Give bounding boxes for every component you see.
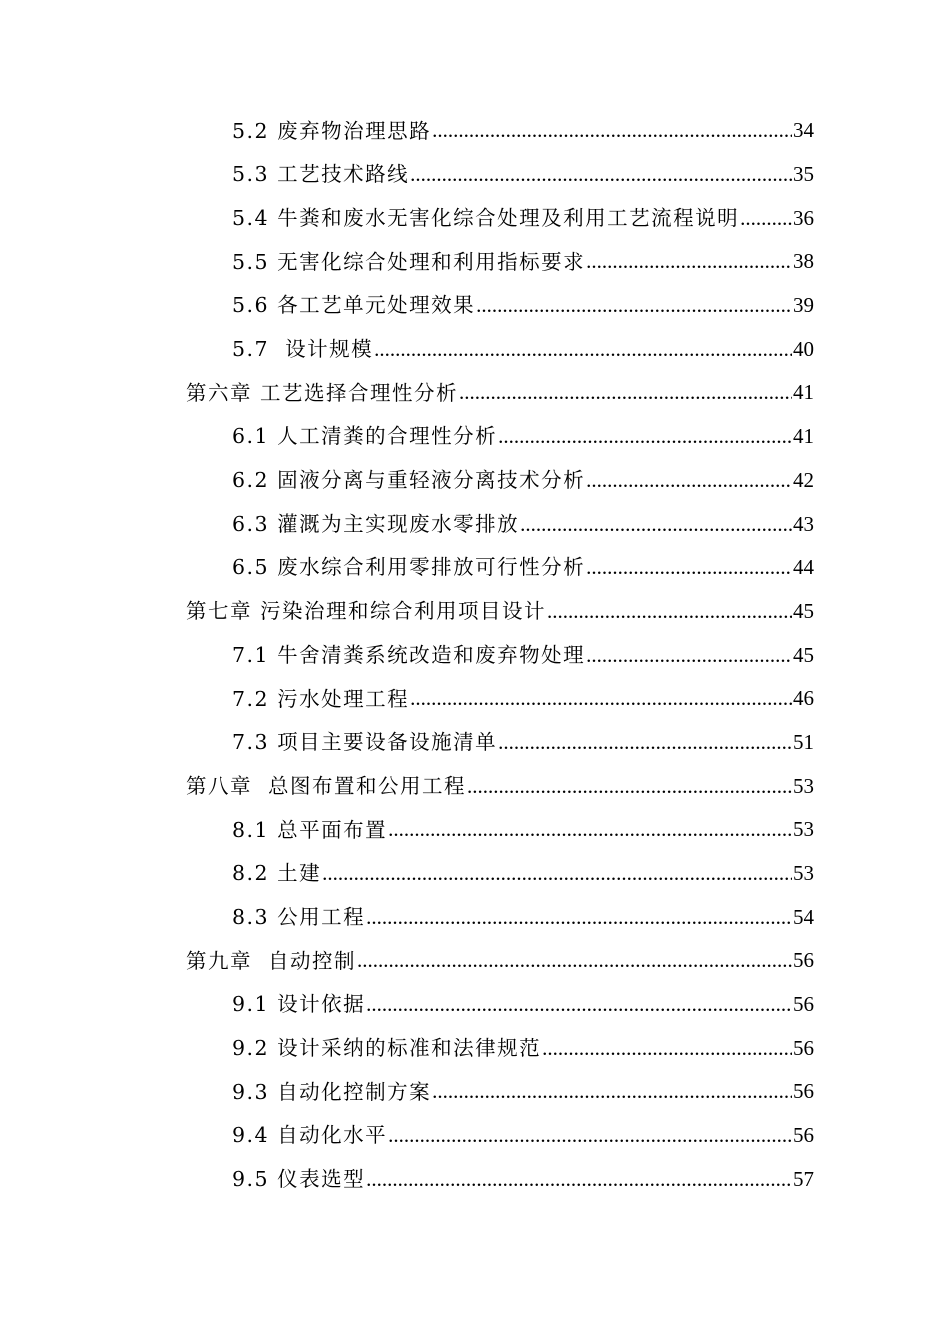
- toc-page-number: 56: [793, 992, 814, 1017]
- toc-entry[interactable]: [0, 1114, 950, 1158]
- toc-page-number: 53: [793, 773, 814, 798]
- toc-entry-title: 7.3 项目主要设备设施清单: [232, 730, 498, 755]
- toc-entry[interactable]: [0, 852, 950, 896]
- toc-dot-leader: [410, 688, 792, 709]
- toc-entry[interactable]: [0, 546, 950, 590]
- toc-dot-leader: [476, 295, 792, 316]
- toc-page-number: 36: [793, 205, 814, 230]
- toc-entry[interactable]: [0, 1026, 950, 1070]
- toc-dot-leader: [374, 339, 792, 360]
- toc-entry[interactable]: [0, 196, 950, 240]
- toc-entry[interactable]: [0, 633, 950, 677]
- toc-dot-leader: [432, 1081, 792, 1102]
- toc-dot-leader: [586, 645, 792, 666]
- toc-page-number: 41: [793, 424, 814, 449]
- toc-dot-leader: [586, 557, 792, 578]
- toc-dot-leader: [740, 208, 792, 229]
- toc-dot-leader: [410, 164, 792, 185]
- toc-entry-title: 6.2 固液分离与重轻液分离技术分析: [232, 468, 586, 493]
- toc-page-number: 51: [793, 729, 814, 754]
- toc-page-number: 45: [793, 642, 814, 667]
- toc-entry-title: 6.1 人工清粪的合理性分析: [232, 424, 498, 449]
- toc-entry-title: 9.1 设计依据: [232, 992, 366, 1017]
- toc-entry-title: 8.1 总平面布置: [232, 817, 388, 842]
- toc-dot-leader: [357, 950, 792, 971]
- toc-entry[interactable]: [0, 240, 950, 284]
- toc-dot-leader: [432, 120, 792, 141]
- toc-dot-leader: [547, 601, 792, 622]
- toc-entry-title: 9.4 自动化水平: [232, 1123, 388, 1148]
- toc-entry[interactable]: [0, 284, 950, 328]
- toc-page-number: 38: [793, 249, 814, 274]
- toc-chapter-entry[interactable]: [0, 939, 950, 983]
- toc-entry-title: 6.5 废水综合利用零排放可行性分析: [232, 555, 586, 580]
- toc-dot-leader: [586, 251, 792, 272]
- toc-entry-title: 9.2 设计采纳的标准和法律规范: [232, 1036, 542, 1061]
- toc-entry[interactable]: [0, 327, 950, 371]
- toc-page-number: 45: [793, 598, 814, 623]
- toc-dot-leader: [366, 994, 792, 1015]
- toc-entry[interactable]: [0, 677, 950, 721]
- toc-page-number: 53: [793, 861, 814, 886]
- toc-page-number: 54: [793, 904, 814, 929]
- toc-dot-leader: [366, 907, 792, 928]
- toc-entry[interactable]: [0, 502, 950, 546]
- toc-chapter-title: 第七章 污染治理和综合利用项目设计: [186, 599, 547, 624]
- toc-page-number: 41: [793, 380, 814, 405]
- toc-dot-leader: [459, 382, 792, 403]
- toc-chapter-title: 第六章 工艺选择合理性分析: [186, 380, 459, 405]
- toc-page-number: 42: [793, 467, 814, 492]
- toc-entry-title: 6.3 灌溉为主实现废水零排放: [232, 511, 520, 536]
- toc-entry[interactable]: [0, 459, 950, 503]
- toc-page-number: 56: [793, 1123, 814, 1148]
- toc-dot-leader: [388, 819, 792, 840]
- toc-chapter-entry[interactable]: [0, 764, 950, 808]
- toc-page-number: 56: [793, 1079, 814, 1104]
- toc-page-number: 57: [793, 1166, 814, 1191]
- toc-chapter-title: 第八章 总图布置和公用工程: [186, 773, 467, 798]
- toc-dot-leader: [467, 776, 792, 797]
- toc-page-number: 43: [793, 511, 814, 536]
- toc-dot-leader: [498, 732, 792, 753]
- toc-entry-title: 8.3 公用工程: [232, 904, 366, 929]
- toc-entry[interactable]: [0, 721, 950, 765]
- toc-page-number: 53: [793, 817, 814, 842]
- toc-dot-leader: [542, 1038, 792, 1059]
- toc-dot-leader: [520, 514, 792, 535]
- toc-dot-leader: [498, 426, 792, 447]
- toc-entry[interactable]: [0, 415, 950, 459]
- toc-chapter-entry[interactable]: [0, 371, 950, 415]
- toc-entry-title: 5.4 牛粪和废水无害化综合处理及利用工艺流程说明: [232, 205, 740, 230]
- toc-chapter-entry[interactable]: [0, 590, 950, 634]
- toc-entry-title: 9.5 仪表选型: [232, 1167, 366, 1192]
- toc-entry-title: 5.7 设计规模: [232, 337, 374, 362]
- toc-page-number: 56: [793, 948, 814, 973]
- toc-entry[interactable]: [0, 109, 950, 153]
- toc-page-number: 40: [793, 336, 814, 361]
- toc-entry-title: 9.3 自动化控制方案: [232, 1079, 432, 1104]
- toc-entry-title: 5.3 工艺技术路线: [232, 162, 410, 187]
- toc-entry-title: 7.2 污水处理工程: [232, 686, 410, 711]
- toc-entry-title: 5.5 无害化综合处理和利用指标要求: [232, 249, 586, 274]
- toc-entry-title: 8.2 土建: [232, 861, 322, 886]
- toc-dot-leader: [388, 1125, 792, 1146]
- toc-page-number: 35: [793, 162, 814, 187]
- toc-dot-leader: [586, 470, 792, 491]
- toc-page-number: 39: [793, 293, 814, 318]
- table-of-contents: [0, 109, 950, 1201]
- toc-entry[interactable]: [0, 153, 950, 197]
- toc-entry[interactable]: [0, 1158, 950, 1202]
- toc-chapter-title: 第九章 自动控制: [186, 948, 357, 973]
- toc-page-number: 34: [793, 118, 814, 143]
- toc-page-number: 56: [793, 1035, 814, 1060]
- toc-entry[interactable]: [0, 983, 950, 1027]
- toc-entry[interactable]: [0, 1070, 950, 1114]
- toc-entry-title: 5.6 各工艺单元处理效果: [232, 293, 476, 318]
- toc-dot-leader: [366, 1169, 792, 1190]
- toc-page-number: 46: [793, 686, 814, 711]
- toc-entry[interactable]: [0, 808, 950, 852]
- toc-entry-title: 5.2 废弃物治理思路: [232, 118, 432, 143]
- toc-entry-title: 7.1 牛舍清粪系统改造和废弃物处理: [232, 642, 586, 667]
- toc-dot-leader: [322, 863, 792, 884]
- toc-entry[interactable]: [0, 895, 950, 939]
- toc-page-number: 44: [793, 555, 814, 580]
